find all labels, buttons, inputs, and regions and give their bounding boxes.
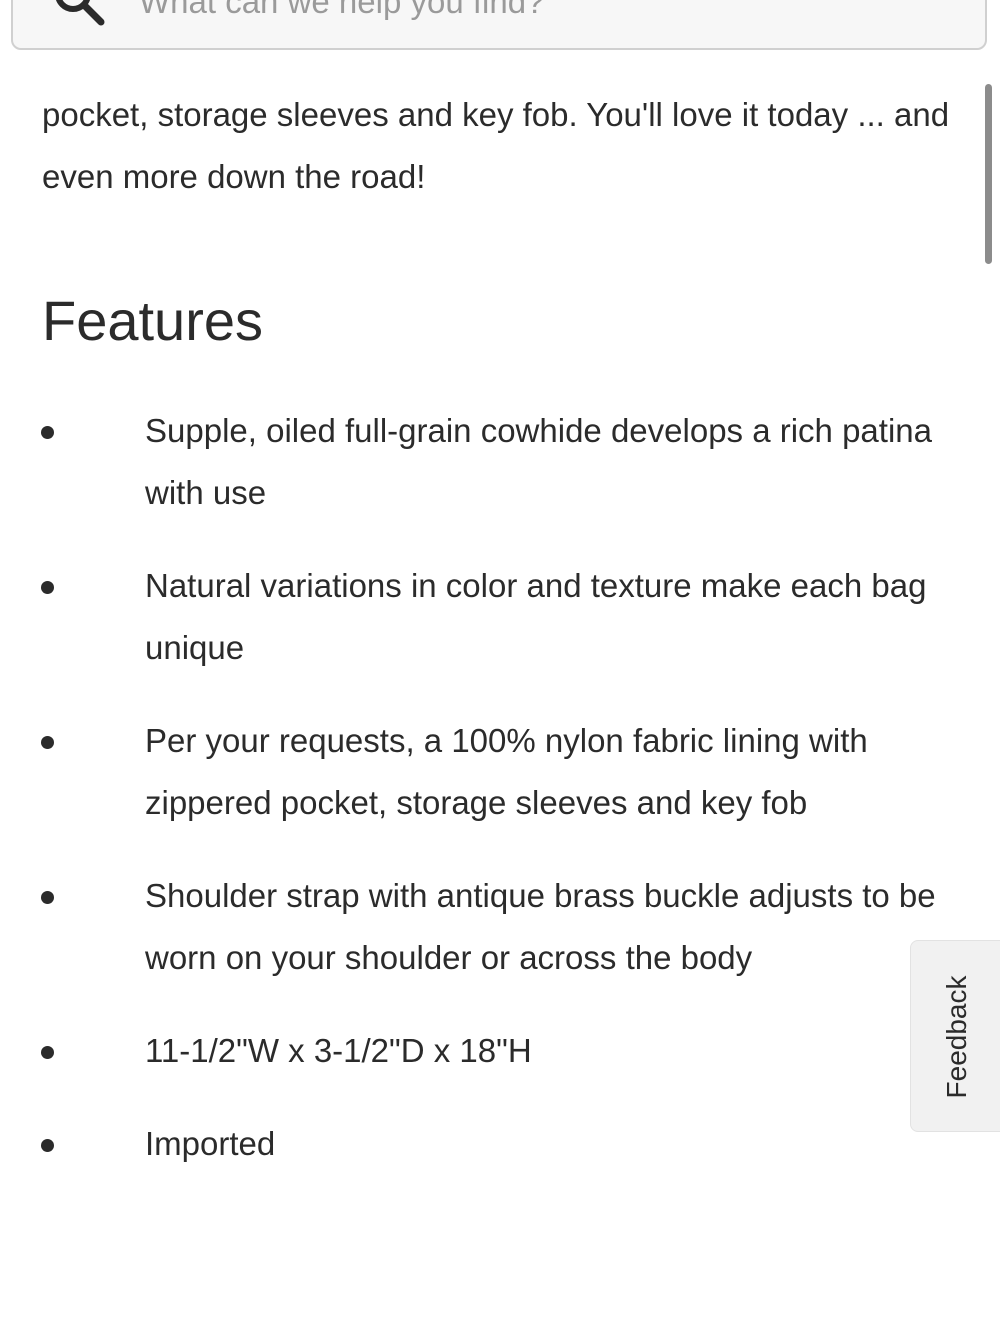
list-item: [0, 400, 1000, 524]
feature-text: Imported: [145, 1125, 276, 1162]
features-list: [0, 400, 1000, 1206]
product-description: pocket, storage sleeves and key fob. You'll love it today ... and even more down the road!: [42, 96, 950, 195]
search-input[interactable]: [139, 0, 939, 22]
feature-text: 11-1/2"W x 3-1/2"D x 18"H: [145, 1032, 532, 1069]
search-icon: [49, 0, 109, 30]
list-item: [0, 555, 1000, 679]
bullet-icon: [41, 736, 54, 749]
list-item: [0, 1020, 1000, 1082]
feedback-button[interactable]: [910, 940, 1000, 1132]
features-heading: Features: [42, 289, 263, 352]
feature-text: Per your requests, a 100% nylon fabric lining with zippered pocket, storage sleeves and key fob: [145, 722, 868, 821]
feature-text: Supple, oiled full-grain cowhide develops a rich patina with use: [145, 412, 932, 511]
bullet-icon: [41, 581, 54, 594]
feature-text: Natural variations in color and texture make each bag unique: [145, 567, 927, 666]
list-item: [0, 710, 1000, 834]
bullet-icon: [41, 426, 54, 439]
feedback-label: Feedback: [941, 975, 972, 1099]
scrollbar[interactable]: [985, 84, 992, 264]
list-item: [0, 1113, 1000, 1175]
bullet-icon: [41, 891, 54, 904]
bullet-icon: [41, 1139, 54, 1152]
search-bar[interactable]: [11, 0, 987, 50]
feature-text: Shoulder strap with antique brass buckle adjusts to be worn on your shoulder or across the body: [145, 877, 936, 976]
list-item: [0, 865, 1000, 989]
bullet-icon: [41, 1046, 54, 1059]
